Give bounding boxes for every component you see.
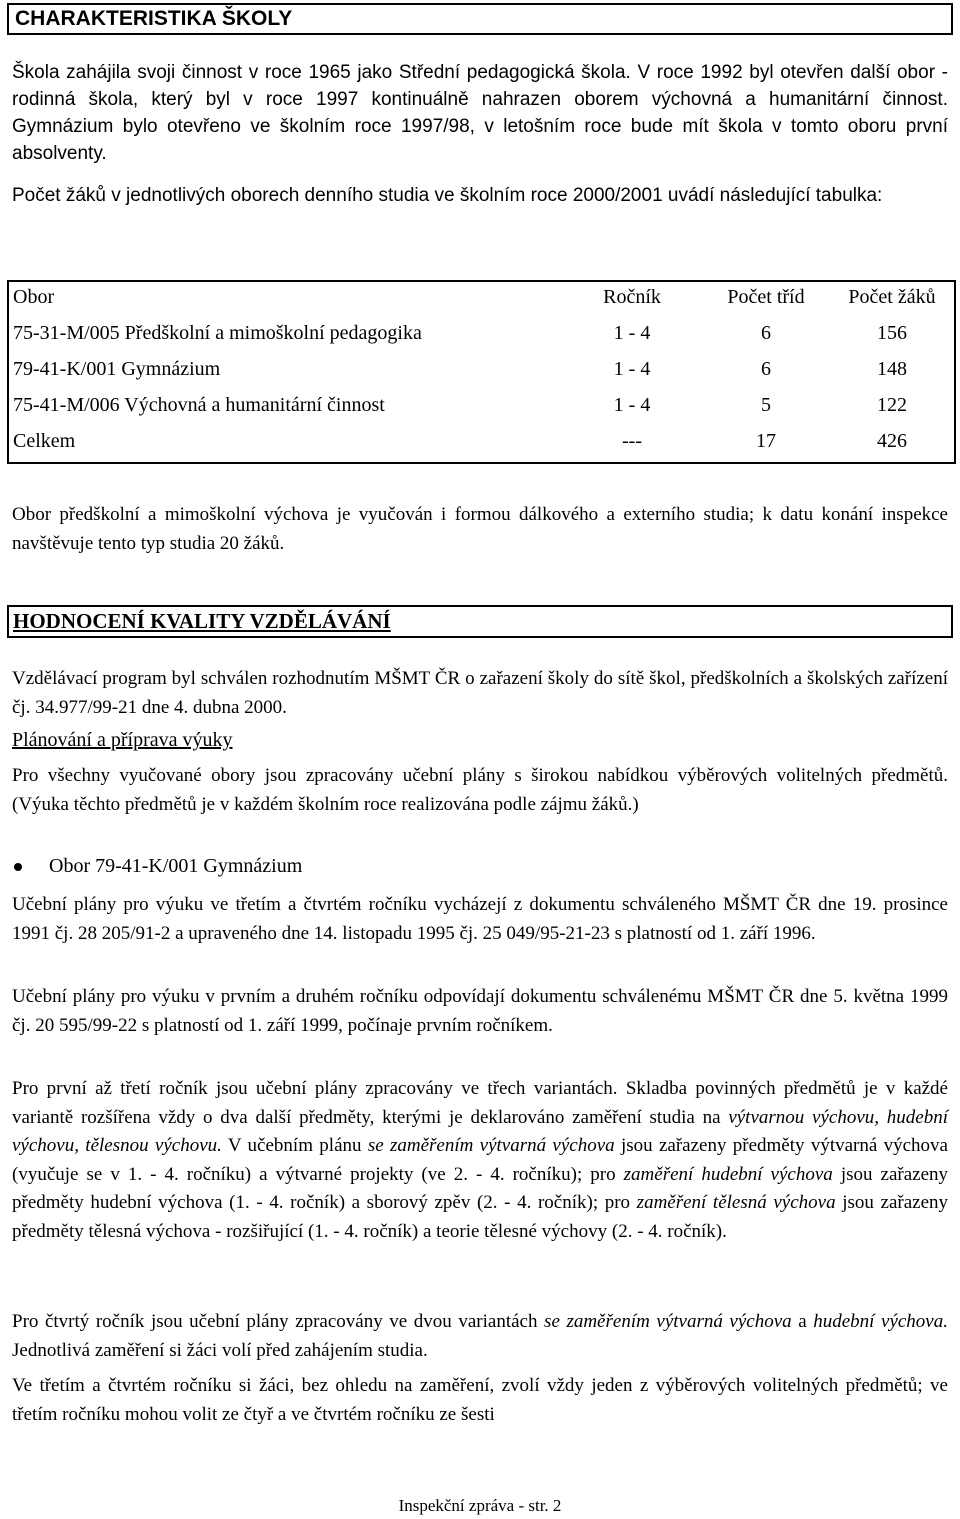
header-cell: Počet žáků (848, 286, 936, 308)
bullet-icon (14, 863, 22, 871)
header-cell: Počet tříd (727, 286, 805, 308)
italic-run: zaměření tělesná výchova (636, 1192, 836, 1213)
plans-paragraph: Pro všechny vyučované obory jsou zpracovány učební plány s širokou nabídkou výběrových volitelných předmětů. (Výuka těchto předmětů je v každém školním roce realizována podle zájmu žáků.) (12, 765, 948, 815)
text-run: V učebním plánu (221, 1135, 368, 1156)
table-header-row (9, 282, 954, 318)
section-heading-hodnoceni (7, 605, 953, 638)
table-row (9, 354, 954, 390)
table-row (9, 318, 954, 354)
table-cell: 148 (877, 358, 907, 380)
header-cell: Obor (13, 286, 55, 308)
text-run: jsou zařazeny předměty tělesná výchova - rozšiřující (1. - 4. ročník) a teorie tělesné výchovy (2. - 4. ročník). (12, 1192, 948, 1242)
intro-paragraph-1: Škola zahájila svoji činnost v roce 1965 jako Střední pedagogická škola. V roce 1992 byl otevřen další obor - rodinná škola, který byl v roce 1997 kontinuálně nahrazen oborem výchovná a humanitární činnost. Gymnázium bylo otevřeno ve školním roce 1997/98, v letošním roce bude mít škola v tomto oboru první absolventy. (12, 62, 948, 164)
subheading-planovani: Plánování a příprava výuky (12, 729, 233, 751)
table-cell: 1 - 4 (613, 358, 651, 380)
table-cell: Celkem (13, 430, 76, 452)
table-row-total (9, 426, 954, 462)
table-cell: 1 - 4 (613, 322, 651, 344)
bullet-text: Obor 79-41-K/001 Gymnázium (49, 855, 303, 877)
table-cell: 17 (756, 430, 776, 452)
text-run: jsou zařazeny předměty výtvarná výchova (vyučuje se v 1. - 4. ročníku) a výtvarné projekty (ve 2. - 4. ročníku); pro (12, 1135, 948, 1185)
table-cell: 6 (761, 358, 771, 380)
distance-study-paragraph: Obor předškolní a mimoškolní výchova je vyučován i formou dálkového a externího studia; k datu konání inspekce navštěvuje tento typ studia 20 žáků. (12, 504, 948, 554)
text-run: Jednotlivá zaměření si žáci volí před zahájením studia. (12, 1339, 428, 1361)
table-cell: 79-41-K/001 Gymnázium (13, 358, 221, 380)
variants-paragraph (12, 1075, 948, 1246)
section-heading-charakteristika: CHARAKTERISTIKA ŠKOLY (7, 3, 953, 35)
text-run: Pro první až třetí ročník jsou učební plány zpracovány ve třech variantách. Skladba povinných předmětů je v každé variantě rozšířena vždy o dva další předměty, kterými je deklarováno zaměření studia na (12, 1078, 948, 1128)
table-cell: 426 (877, 430, 907, 452)
table-cell: --- (622, 430, 642, 452)
table-cell: 156 (877, 322, 907, 344)
students-table (7, 280, 956, 464)
table-cell: 122 (877, 394, 907, 416)
plans-third-fourth-paragraph: Učební plány pro výuku ve třetím a čtvrtém ročníku vycházejí z dokumentu schváleného MŠMT ČR dne 19. prosince 1991 čj. 28 205/91-2 a upraveného dne 14. listopadu 1995 čj. 25 049/95-21-23 s platností od 1. září 1996. (12, 894, 948, 944)
electives-paragraph: Ve třetím a čtvrtém ročníku si žáci, bez ohledu na zaměření, zvolí vždy jeden z výběrových volitelných předmětů; ve třetím ročníku mohou volit ze čtyř a ve čtvrtém ročníku ze šesti (12, 1375, 948, 1425)
table-row (9, 390, 954, 426)
italic-run: zaměření hudební výchova (623, 1163, 833, 1185)
table-cell: 75-41-M/006 Výchovná a humanitární činnost (13, 394, 385, 416)
plans-first-second-paragraph: Učební plány pro výuku v prvním a druhém ročníku odpovídají dokumentu schválenému MŠMT ČR dne 5. května 1999 čj. 20 595/99-22 s platností od 1. září 1999, počínaje prvním ročníkem. (12, 986, 948, 1036)
table-cell: 6 (761, 322, 771, 344)
text-run: Pro čtvrtý ročník jsou učební plány zpracovány ve dvou variantách (12, 1311, 545, 1332)
page-footer: Inspekční zpráva - str. 2 (398, 1496, 562, 1515)
italic-run: výtvarnou výchovu, hudební výchovu, tělesnou výchovu. (12, 1106, 948, 1156)
header-cell: Ročník (603, 286, 661, 308)
text-run: a (791, 1311, 814, 1332)
fourth-year-paragraph (12, 1308, 948, 1365)
table-cell: 5 (761, 394, 771, 416)
intro-paragraph-2: Počet žáků v jednotlivých oborech denního studia ve školním roce 2000/2001 uvádí následující tabulka: (12, 185, 883, 206)
table-cell: 75-31-M/005 Předškolní a mimoškolní pedagogika (13, 322, 422, 344)
italic-run: se zaměřením výtvarná výchova (544, 1311, 792, 1332)
table-cell: 1 - 4 (613, 394, 651, 416)
italic-run: se zaměřením výtvarná výchova (367, 1135, 615, 1156)
program-paragraph: Vzdělávací program byl schválen rozhodnutím MŠMT ČR o zařazení školy do sítě škol, předškolních a školských zařízení čj. 34.977/99-21 dne 4. dubna 2000. (12, 668, 948, 718)
section-heading-text: HODNOCENÍ KVALITY VZDĚLÁVÁNÍ (13, 609, 391, 633)
italic-run: hudební výchova. (813, 1311, 948, 1332)
text-run: jsou zařazeny předměty hudební výchova (1. - 4. ročník) a sborový zpěv (2. - 4. ročník); pro (12, 1163, 949, 1213)
